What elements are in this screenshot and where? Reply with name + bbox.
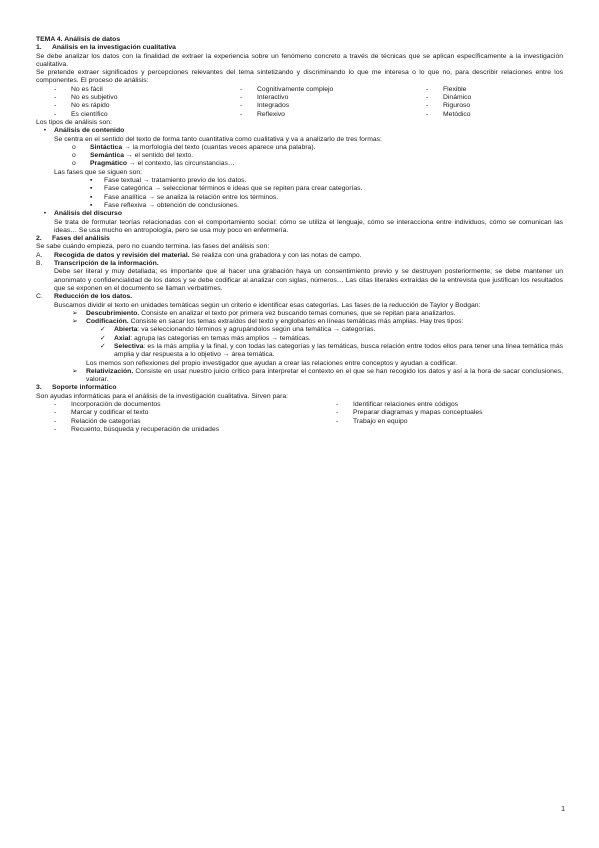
section-2-intro: Se sabe cuándo empieza, pero no cuando termina. las fases del análisis son:	[36, 243, 270, 251]
analysis-process-list	[54, 86, 563, 119]
section-1-paragraph-1: Se debe analizar los datos con la finalidad de extraer la experiencia sobre un fenómeno concreto a través de técnicas que se aplican específicamente a la investigación cualitativa.	[36, 52, 563, 68]
analysis-col-2: - Cognitivamente complejo - Interactivo - Integrados - Reflexivo	[240, 85, 334, 118]
page-number: 1	[561, 806, 565, 813]
reduction-phases	[72, 310, 563, 385]
phase-c: C. Reducción de los datos.	[36, 293, 133, 301]
content-analysis-item: • Análisis de contenido	[36, 127, 563, 135]
software-col-2: - Identificar relaciones entre códigos - Preparar diagramas y mapas conceptuales - Trabajo en equipo	[336, 401, 483, 425]
phase-b: B. Transcripción de la información.	[36, 260, 159, 268]
bullet-dot: •	[43, 127, 47, 135]
discourse-analysis-desc: Se trata de formular teorías relacionadas con el comportamiento social: cómo se utiliza el lenguaje, cómo se interacciona entre individuos, cómo se comunican las ideas… Se usa mucho en antropología, pero se usa muy poco en enfermería.	[54, 218, 563, 234]
bullet-dot: •	[43, 210, 47, 218]
coding-types-list: ✓ Abierta: va seleccionando términos y agrupándolos según una temática → categorías. ✓ Axial: agrupa las categorías en temas más amplios → temáticas. ✓ Selectiva: es la más amplia y la final, y con todas las categorías y las temáticas, busca relación entre todos ellos para tener una línea temática más amplia y dar respuesta a lo objetivo → área temática.	[100, 326, 563, 359]
analysis-col-3: - Flexible - Dinámico - Riguroso - Metódico	[426, 85, 472, 118]
section-2-heading: 2. Fases del análisis	[36, 235, 110, 243]
relativization-item: ➢ Relativización. Consiste en usar nuestro juicio crítico para interpretar el contexto en el que se han recogido los datos y así a la hora de sacar conclusiones, valorar.	[72, 367, 563, 384]
content-phases-list: ▪ Fase textual → tratamiento previo de los datos. ▪ Fase categórica → seleccionar términos e ideas que se repiten para crear categorías. ▪ Fase analítica → se analiza la relación entre los términos. ▪ Fase reflexiva → obtención de conclusiones.	[90, 177, 363, 209]
check-icon: ✓	[100, 342, 106, 350]
phase-a: A. Recogida de datos y revisión del material. Se realiza con una grabadora y con las notas de campo.	[36, 251, 362, 259]
phase-b-text: Debe ser literal y muy detallada; es importante que al hacer una grabación haya un consentimiento previo y se destruyen posteriormente; se debe mantener un anonimato y confidencialidad de los datos y se debe codificar al analizar con siglas, números… Las citas literales extraídas de la entrevista que justifican los resultados que se exponen en el documento se llaman verbatimes.	[54, 268, 563, 292]
arrow-bullet-icon: ➢	[72, 309, 78, 317]
phase-c-intro: Buscamos dividir el texto en unidades temáticas según un criterio e identificar esas categorías. Las fases de la reducción de Taylor y Bodgan:	[54, 301, 481, 309]
content-analysis-desc: Se centra en el sentido del texto de forma tanto cuantitativa como cualitativa y va a analizarlo de tres formas:	[54, 135, 382, 143]
software-uses-list	[54, 401, 563, 434]
check-icon: ✓	[100, 334, 106, 342]
arrow-bullet-icon: ➢	[72, 318, 78, 326]
discourse-analysis-item: • Análisis del discurso	[36, 210, 563, 218]
analysis-col-1: - No es fácil - No es subjetivo - No es rápido - Es científico	[54, 85, 118, 118]
software-col-1: - Incorporación de documentos - Marcar y codificar el texto - Relación de categorías - Recuento, búsqueda y recuperación de unidades	[54, 401, 220, 433]
content-forms-list: o Sintáctica → la morfología del texto (cuantas veces aparece una palabra). o Semántica → el sentido del texto. o Pragmático → el contexto, las circunstancias…	[72, 143, 316, 168]
memos-text: Los memos son reflexiones del propio investigador que ayudan a crear las relaciones entre conceptos y ayudan a codificar.	[86, 359, 458, 367]
analysis-types-intro: Los tipos de análisis son:	[36, 118, 112, 126]
section-3-intro: Son ayudas informáticas para el análisis de la investigación cualitativa. Sirven para:	[36, 392, 288, 400]
document-title: TEMA 4. Análisis de datos	[36, 36, 121, 43]
check-icon: ✓	[100, 326, 106, 334]
discovery-item: ➢ Descubrimiento. Consiste en analizar el texto por primera vez buscando temas comunes, que se repitan para analizarlos.	[72, 309, 456, 317]
coding-item: ➢ Codificación. Consiste en sacar los temas extraídos del texto y englobarlos en líneas temáticas más amplias. Hay tres tipos:	[72, 318, 464, 326]
content-phases-intro: Las fases que se siguen son:	[54, 168, 143, 176]
section-1-paragraph-2: Se pretende extraer significados y percepciones relevantes del tema sintetizando y discriminando lo que me interesa o lo que no, para describir relaciones entre los componentes. El proceso de análisis:	[36, 69, 563, 85]
section-1-heading: 1. Análisis en la investigación cualitativa	[36, 44, 176, 52]
arrow-bullet-icon: ➢	[72, 367, 78, 375]
section-3-heading: 3. Soporte informático	[36, 384, 117, 392]
